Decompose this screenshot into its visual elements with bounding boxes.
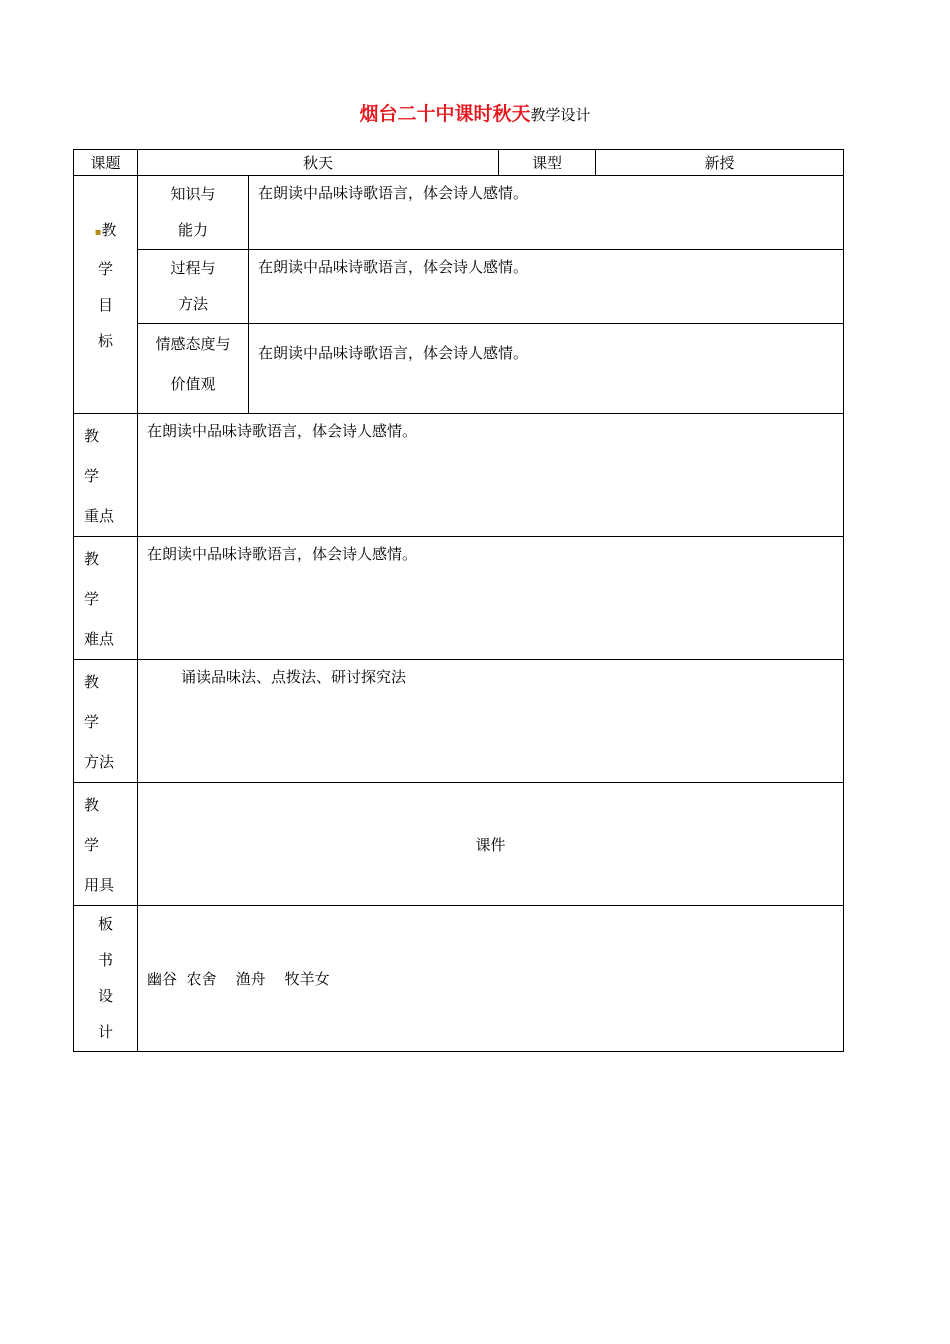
tools-content: 课件 [475,835,506,854]
tools-row [74,783,844,906]
goals-label-char: 教 [101,221,117,239]
board-content: 幽谷 农舍 渔舟 牧羊女 [147,970,330,988]
tools-text [138,783,844,906]
goal-sub-label [138,250,249,324]
goal-row-process [74,250,844,324]
board-label-char: 书 [97,951,113,969]
goal-sub-line: 能力 [177,221,208,239]
methods-label [74,660,138,783]
goal-sub-line: 知识与 [170,185,216,203]
tools-label-line: 教学 [84,796,112,854]
goal-row-knowledge [74,176,844,250]
goal-text-content: 在朗读中品味诗歌语言，体会诗人感情。 [258,258,529,276]
tools-label-line: 用具 [84,876,115,894]
goals-label-char: 目 [97,296,113,314]
goal-row-attitude [74,324,844,414]
board-text [138,906,844,1052]
key-points-text [138,414,844,537]
goal-text-content: 在朗读中品味诗歌语言，体会诗人感情。 [258,344,529,362]
key-points-content: 在朗读中品味诗歌语言，体会诗人感情。 [147,422,418,440]
methods-text [138,660,844,783]
methods-content: 诵读品味法、点拨法、研讨探究法 [181,668,407,686]
difficulties-content: 在朗读中品味诗歌语言，体会诗人感情。 [147,545,418,563]
key-points-label [74,414,138,537]
key-points-label-line: 教学 [84,427,112,485]
key-points-row [74,414,844,537]
goals-label-char: 学 [97,260,113,278]
key-points-label-line: 重点 [84,507,115,525]
goals-label-char: 标 [97,332,113,350]
difficulties-label-line: 教学 [84,550,112,608]
board-row [74,906,844,1052]
difficulties-label [74,537,138,660]
difficulties-label-line: 难点 [84,630,115,648]
topic-value: 秋天 [138,150,499,176]
board-label-char: 计 [97,1023,113,1041]
goal-sub-line: 价值观 [170,375,216,393]
methods-label-line: 方法 [84,753,115,771]
header-row [74,150,844,176]
goal-sub-line: 过程与 [170,259,216,277]
type-value: 新授 [596,150,844,176]
goal-text [249,176,844,250]
board-label-char: 设 [97,987,113,1005]
title-suffix: 教学设计 [530,106,591,124]
goal-sub-label [138,324,249,414]
goal-sub-line: 方法 [177,295,208,313]
goal-text [249,250,844,324]
goals-label: ▪教 学 目 标 [74,176,138,414]
tools-label [74,783,138,906]
difficulties-row [74,537,844,660]
lesson-plan-table [73,149,844,1052]
methods-label-line: 教学 [84,673,112,731]
goal-sub-line: 情感态度与 [155,335,231,353]
type-label: 课型 [499,150,596,176]
goal-text [249,324,844,414]
title-red: 烟台二十中课时秋天 [359,103,531,125]
difficulties-text [138,537,844,660]
topic-label: 课题 [74,150,138,176]
goal-sub-label [138,176,249,250]
page-title [0,101,950,128]
board-label [74,906,138,1052]
methods-row [74,660,844,783]
board-label-char: 板 [97,915,113,933]
goal-text-content: 在朗读中品味诗歌语言，体会诗人感情。 [258,184,529,202]
